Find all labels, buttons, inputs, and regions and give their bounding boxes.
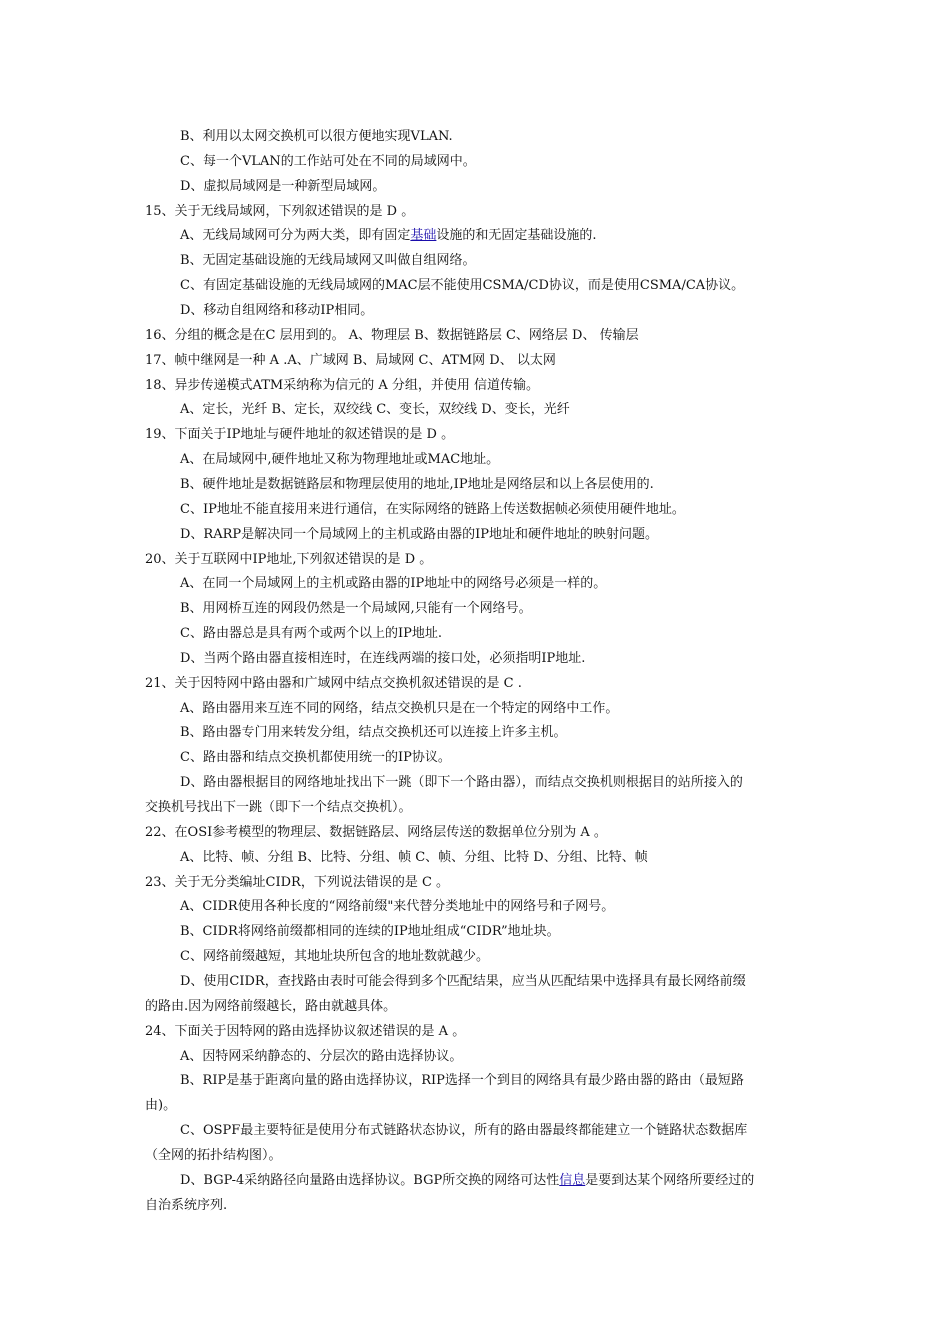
option-line: A、因特网采纳静态的、分层次的路由选择协议。 — [180, 1048, 463, 1064]
option-line: C、路由器和结点交换机都使用统一的IP协议。 — [180, 750, 451, 766]
line-text: A、无线局域网可分为两大类，即有固定 — [180, 228, 411, 244]
option-line: C、IP地址不能直接用来进行通信，在实际网络的链路上传送数据帧必须使用硬件地址。 — [180, 501, 685, 517]
question-line: 24、下面关于因特网的路由选择协议叙述错误的是 A 。 — [145, 1023, 466, 1039]
question-line: 16、分组的概念是在C 层用到的。 A、物理层 B、数据链路层 C、网络层 D、 传输层 — [145, 327, 639, 343]
option-line: B、用网桥互连的网段仍然是一个局域网,只能有一个网络号。 — [180, 601, 532, 617]
question-line: 22、在OSI参考模型的物理层、数据链路层、网络层传送的数据单位分别为 A 。 — [145, 824, 607, 840]
question-line: 19、下面关于IP地址与硬件地址的叙述错误的是 D 。 — [145, 427, 455, 443]
option-line: A、定长，光纤 B、定长，双绞线 C、变长，双绞线 D、变长，光纤 — [180, 402, 570, 418]
question-line: 15、关于无线局域网，下列叙述错误的是 D 。 — [145, 203, 415, 219]
line-text: D、BGP-4采纳路径向量路由选择协议。BGP所交换的网络可达性 — [180, 1172, 560, 1188]
option-line: A、在局域网中,硬件地址又称为物理地址或MAC地址。 — [180, 452, 500, 468]
option-line: B、CIDR将网络前缀都相同的连续的IP地址组成“CIDR”地址块。 — [180, 924, 560, 940]
question-line: 20、关于互联网中IP地址,下列叙述错误的是 D 。 — [145, 551, 433, 567]
option-line: C、每一个VLAN的工作站可处在不同的局域网中。 — [180, 153, 476, 169]
continuation-line: （全网的拓扑结构图）。 — [145, 1147, 282, 1163]
option-line: A、比特、帧、分组 B、比特、分组、帧 C、帧、分组、比特 D、分组、比特、帧 — [180, 849, 648, 865]
option-line: D、RARP是解决同一个局域网上的主机或路由器的IP地址和硬件地址的映射问题。 — [180, 526, 659, 542]
option-line: B、硬件地址是数据链路层和物理层使用的地址,IP地址是网络层和以上各层使用的. — [180, 476, 654, 492]
option-line: A、在同一个局域网上的主机或路由器的IP地址中的网络号必须是一样的。 — [180, 576, 607, 592]
option-line: A、CIDR使用各种长度的“网络前缀"来代替分类地址中的网络号和子网号。 — [180, 899, 615, 915]
option-line: C、有固定基础设施的无线局域网的MAC层不能使用CSMA/CD协议，而是使用CSMA/CA协议。 — [180, 278, 745, 294]
question-line: 18、异步传递模式ATM采纳称为信元的 A 分组，并使用 信道传输。 — [145, 377, 539, 393]
option-line — [180, 1172, 754, 1190]
keyword-link[interactable]: 信息 — [559, 1172, 586, 1188]
line-text: 设施的和无固定基础设施的. — [436, 228, 597, 244]
option-line: C、网络前缀越短，其地址块所包含的地址数就越少。 — [180, 949, 489, 965]
option-line: B、利用以太网交换机可以很方便地实现VLAN. — [180, 129, 453, 144]
question-line: 21、关于因特网中路由器和广域网中结点交换机叙述错误的是 C . — [145, 675, 522, 691]
continuation-line: 由)。 — [145, 1098, 177, 1114]
option-line — [180, 227, 597, 245]
option-line: A、路由器用来互连不同的网络，结点交换机只是在一个特定的网络中工作。 — [180, 700, 619, 716]
continuation-line: 交换机号找出下一跳（即下一个结点交换机）。 — [145, 800, 412, 815]
option-line: D、使用CIDR，查找路由表时可能会得到多个匹配结果，应当从匹配结果中选择具有最长网络前缀 — [180, 973, 746, 989]
line-text: 是要到达某个网络所要经过的 — [585, 1172, 755, 1188]
question-line: 17、帧中继网是一种 A .A、广域网 B、局域网 C、ATM网 D、 以太网 — [145, 352, 556, 368]
option-line: D、当两个路由器直接相连时，在连线两端的接口处，必须指明IP地址. — [180, 650, 586, 666]
continuation-line: 的路由.因为网络前缀越长，路由就越具体。 — [145, 998, 397, 1014]
option-line: C、OSPF最主要特征是使用分布式链路状态协议，所有的路由器最终都能建立一个链路状态数据库 — [180, 1123, 748, 1138]
option-line: C、路由器总是具有两个或两个以上的IP地址. — [180, 626, 442, 641]
option-line: B、RIP是基于距离向量的路由选择协议，RIP选择一个到目的网络具有最少路由器的路由（最短路 — [180, 1073, 744, 1089]
continuation-line: 自治系统序列. — [145, 1197, 228, 1213]
option-line: D、移动自组网络和移动IP相同。 — [180, 303, 374, 318]
question-line: 23、关于无分类编址CIDR，下列说法错误的是 C 。 — [145, 874, 450, 890]
option-line: D、虚拟局域网是一种新型局域网。 — [180, 178, 386, 194]
option-line: B、无固定基础设施的无线局域网又叫做自组网络。 — [180, 253, 476, 269]
option-line: D、路由器根据目的网络地址找出下一跳（即下一个路由器），而结点交换机则根据目的站所接入的 — [180, 775, 743, 791]
keyword-link[interactable]: 基础 — [410, 228, 437, 244]
option-line: B、路由器专门用来转发分组，结点交换机还可以连接上许多主机。 — [180, 725, 567, 741]
